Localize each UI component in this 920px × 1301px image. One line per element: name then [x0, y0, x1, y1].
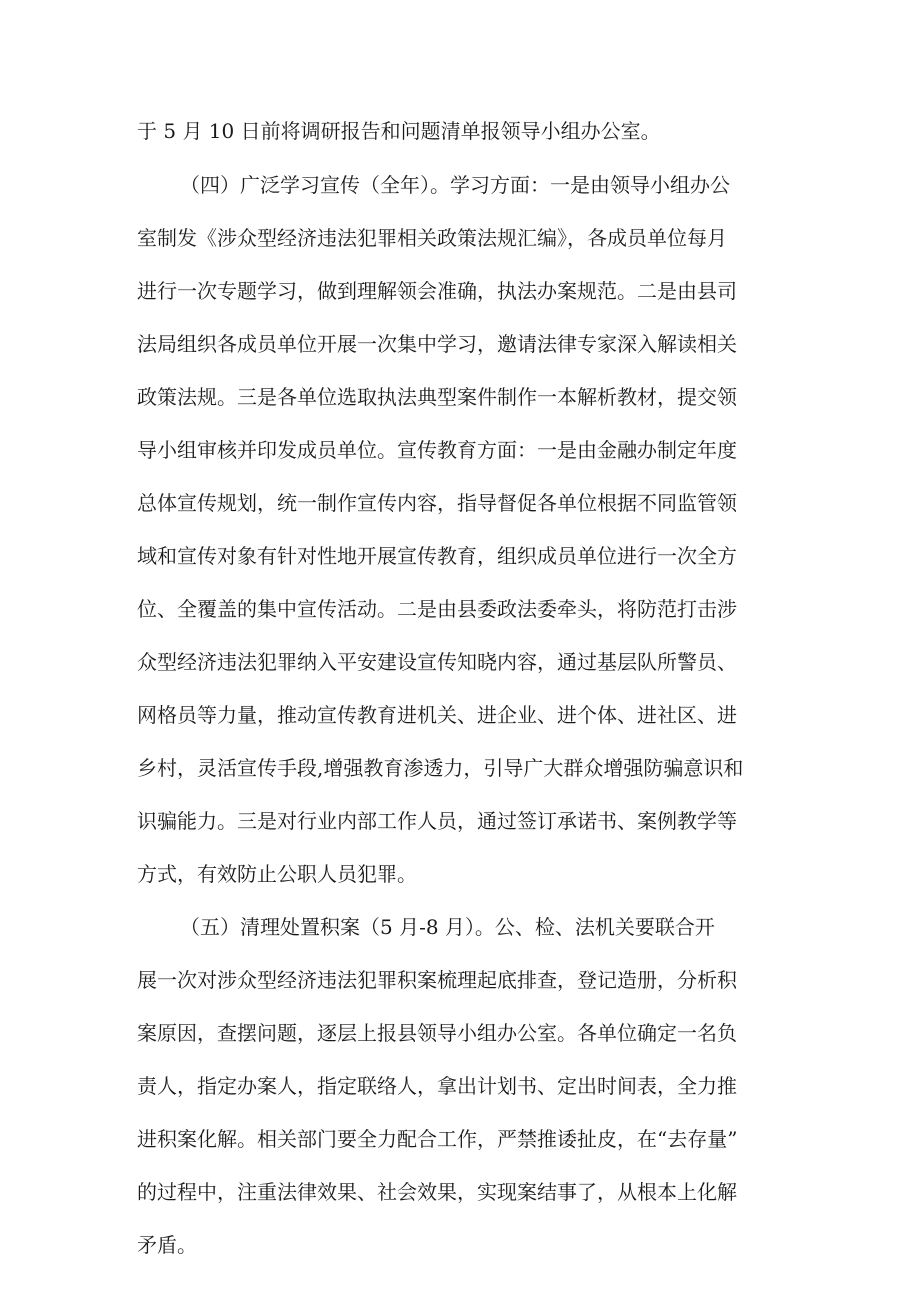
paragraph-line: 导小组审核并印发成员单位。宣传教育方面：一是由金融办制定年度 — [137, 438, 737, 462]
paragraph-line: 域和宣传对象有针对性地开展宣传教育，组织成员单位进行一次全方 — [137, 544, 737, 568]
paragraph-line: 众型经济违法犯罪纳入平安建设宣传知晓内容，通过基层队所警员、 — [137, 650, 737, 674]
paragraph-line: 进行一次专题学习，做到理解领会准确，执法办案规范。二是由县司 — [137, 279, 737, 303]
paragraph-line: 案原因，查摆问题，逐层上报县领导小组办公室。各单位确定一名负 — [137, 1021, 737, 1045]
paragraph-line: 于 5 月 10 日前将调研报告和问题清单报领导小组办公室。 — [137, 119, 661, 143]
paragraph-line: 的过程中，注重法律效果、社会效果，实现案结事了，从根本上化解 — [137, 1180, 737, 1204]
paragraph-line: 识骗能力。三是对行业内部工作人员，通过签订承诺书、案例教学等 — [137, 809, 737, 833]
paragraph-line: 乡村，灵活宣传手段,增强教育渗透力，引导广大群众增强防骗意识和 — [137, 756, 744, 780]
paragraph-line: 方式，有效防止公职人员犯罪。 — [137, 862, 417, 886]
paragraph-line: 网格员等力量，推动宣传教育进机关、进企业、进个体、进社区、进 — [137, 703, 737, 727]
paragraph-line: 总体宣传规划，统一制作宣传内容，指导督促各单位根据不同监管领 — [137, 491, 737, 515]
paragraph-line: 室制发《涉众型经济违法犯罪相关政策法规汇编》，各成员单位每月 — [137, 226, 727, 250]
paragraph-line: 责人，指定办案人，指定联络人，拿出计划书、定出时间表，全力推 — [137, 1074, 737, 1098]
paragraph-line: 矛盾。 — [137, 1233, 197, 1257]
paragraph-line: 法局组织各成员单位开展一次集中学习，邀请法律专家深入解读相关 — [137, 332, 737, 356]
paragraph-line: 政策法规。三是各单位选取执法典型案件制作一本解析教材，提交领 — [137, 385, 737, 409]
paragraph-line: 位、全覆盖的集中宣传活动。二是由县委政法委牵头，将防范打击涉 — [137, 597, 737, 621]
section-heading-line: （五）清理处置积案（5 月-8 月）。公、检、法机关要联合开 — [180, 915, 715, 939]
section-heading-line: （四）广泛学习宣传（全年）。学习方面：一是由领导小组办公 — [180, 173, 730, 197]
paragraph-line: 展一次对涉众型经济违法犯罪积案梳理起底排查，登记造册，分析积 — [137, 968, 737, 992]
paragraph-line: 进积案化解。相关部门要全力配合工作，严禁推诿扯皮，在“去存量” — [137, 1127, 738, 1151]
